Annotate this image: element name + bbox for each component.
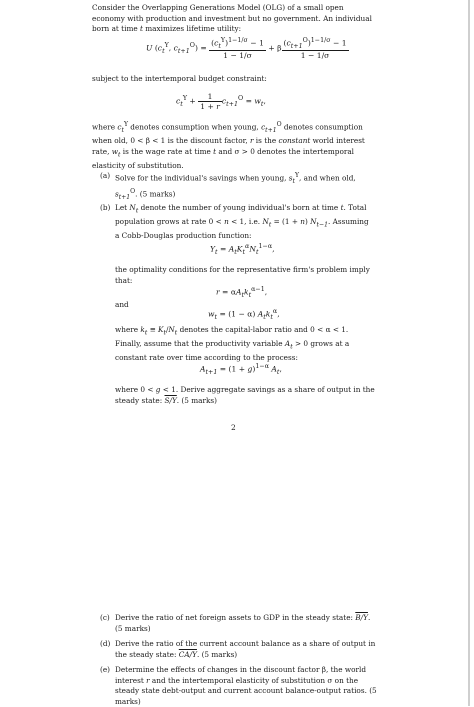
part-b-label: (b) <box>100 203 111 212</box>
page-number: 2 <box>231 423 236 432</box>
part-b-text-1: Let $N_t$ denote the number of young individual's born at time t. Total population grows at rate 0 < n < 1, i.e. $N_t = (1 + n)$ $N_{t-1}$. Assuming a Cobb-Douglas production function: <box>115 203 369 240</box>
utility-equation: U ($c_t^Y$, $c_{t+1}^O$) = $\frac{(c_t^Y)^{1-1/\sigma} - 1}{1 - 1/\sigma}$ + β $\frac{(c_{t+1}^O)^{1-1/\sigma} - 1}{1 - 1/\sigma}$ <box>146 37 347 61</box>
part-c-text: Derive the ratio of net foreign assets to GDP in the steady state: B/Y. (5 marks) <box>115 613 371 633</box>
part-d-text: Derive the ratio of the current account balance as a share of output in the steady state: CA/Y. (5 marks) <box>115 639 376 659</box>
and-word: and <box>115 300 129 309</box>
definitions-paragraph: where $c_t^Y$ denotes consumption when young, $c_{t+1}^O$ denotes consumption when old, 0 < β < 1 is the discount factor, r is the constant world interest rate, $w_t$ is the wage rate at time t and σ > 0 denotes the intertemporal elasticity of substitution. <box>92 121 365 170</box>
part-c-label: (c) <box>100 613 110 622</box>
interest-rate-equation: $r = \alpha A_tk_t^{\alpha-1}$, <box>216 286 268 300</box>
part-b-text-2: the optimality conditions for the representative firm's problem imply that: <box>115 265 370 285</box>
productivity-growth-equation: $A_{t+1} = (1 + g)^{1-\alpha}$ $A_t$, <box>200 363 282 377</box>
part-a-text: Solve for the individual's savings when young, $s_t^Y$, and when old, $s_{t+1}^O$. (5 marks) <box>115 172 356 202</box>
part-b-text-4: where 0 < g < 1. Derive aggregate savings as a share of output in the steady state: S/Y. (5 marks) <box>115 385 375 405</box>
intro-paragraph: Consider the Overlapping Generations Model (OLG) of a small open economy with production and investment but no government. An individual born at time t maximizes lifetime utility: <box>92 3 372 33</box>
part-d-label: (d) <box>100 639 111 648</box>
part-e-label: (e) <box>100 665 111 674</box>
budget-intro: subject to the intertemporal budget constraint: <box>92 74 267 83</box>
budget-equation: $c_t^Y$ + $\frac{1}{1 + r}$ $c_{t+1}^O = w_t$, <box>176 92 266 111</box>
part-a-label: (a) <box>100 171 111 180</box>
production-equation: $Y_t = A_tK_t^\alpha N_t^{1-\alpha}$, <box>210 243 275 257</box>
part-e-text: Determine the effects of changes in the discount factor β, the world interest r and the intertemporal elasticity of substitution σ on the steady state debt-output and current account balance-output ratios. (5 marks) <box>115 665 377 706</box>
part-b-text-3: where $k_t \equiv K_t/N_t$ denotes the capital-labor ratio and 0 < α < 1. Finally, assume that the productivity variable $A_t > 0$ grows at a constant rate over time according to the process: <box>115 325 350 362</box>
wage-equation: $w_t = (1 - \alpha)$ $A_tk_t^\alpha$, <box>208 308 280 322</box>
